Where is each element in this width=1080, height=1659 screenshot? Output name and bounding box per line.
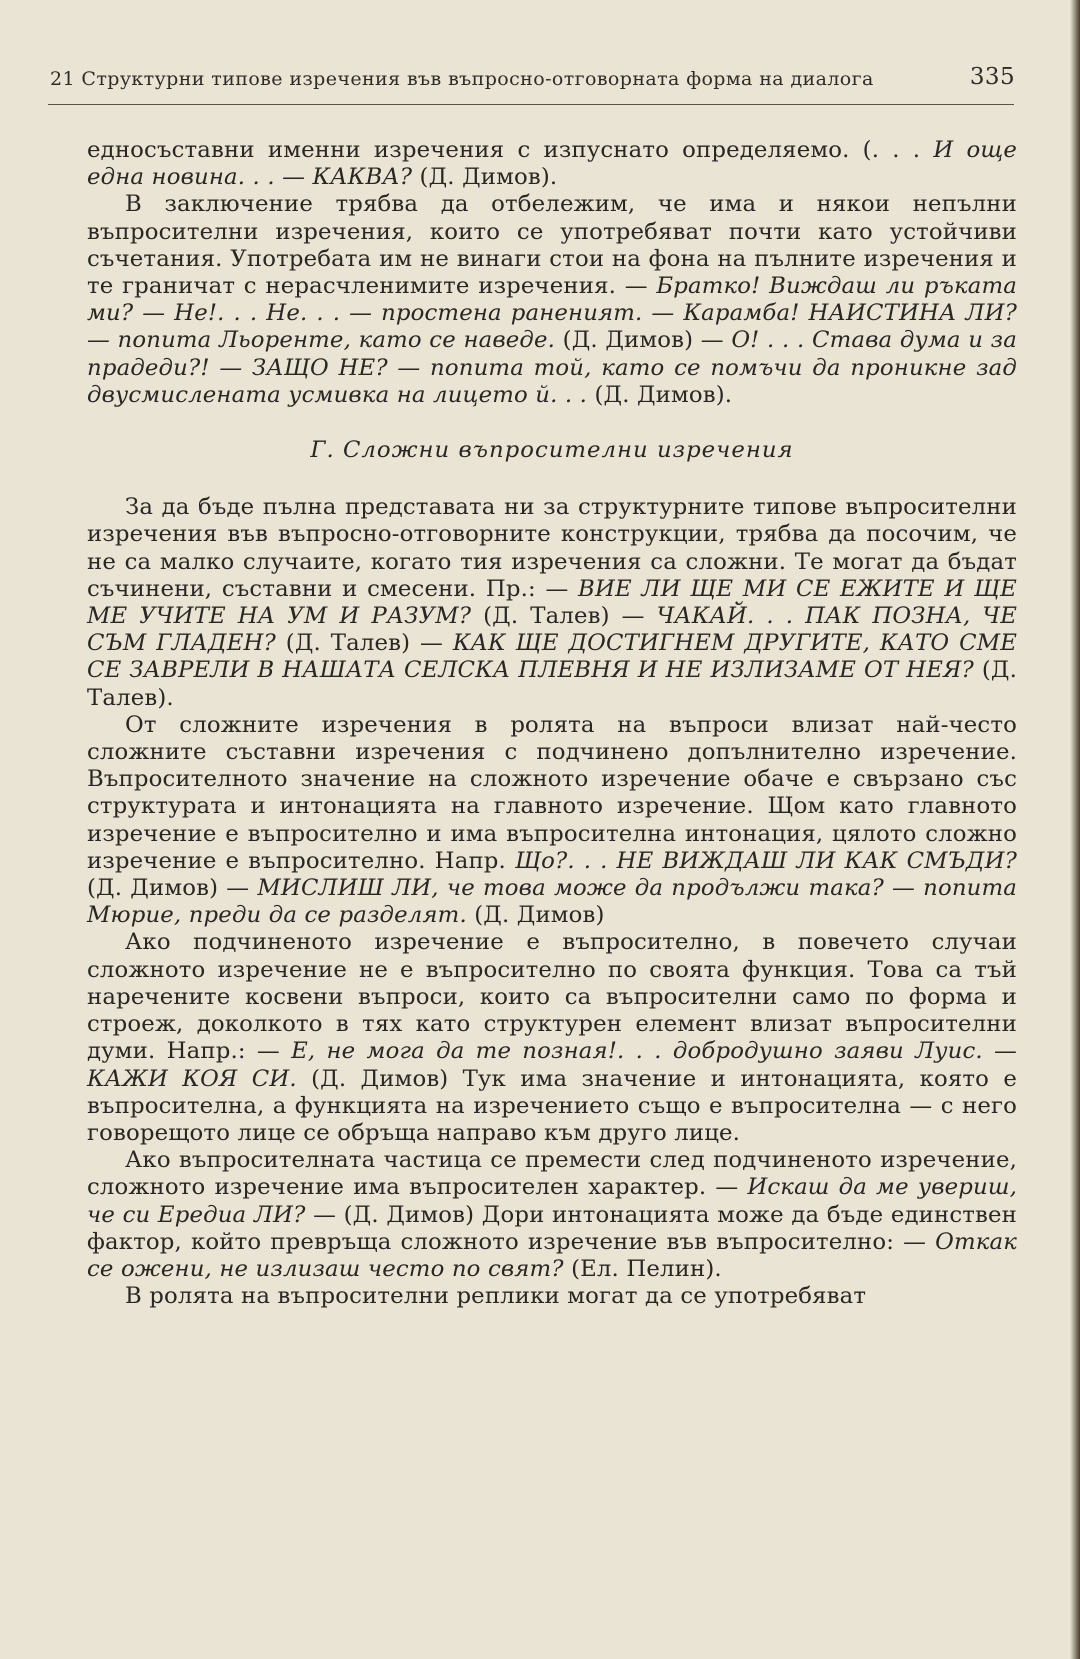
text-run: Ако подчиненото изречение е въпросително, в повечето случаи сложното изречение не е въпросително по своята функция. Това са тъй наречените косвени въпроси, които са въпросителни само по форма и строеж, доколкото в тях като структурен елемент влизат въпросителни думи. Напр.: — — [87, 929, 1017, 1065]
italic-example-text: Откак се ожени, не излизаш често по свят? — [87, 1228, 1017, 1282]
text-run: (Д. Димов) — — [555, 327, 732, 354]
italic-example-text: Що?. . . НЕ ВИЖДАШ ЛИ КАК СМЪДИ? — [514, 847, 1017, 874]
paragraph — [87, 191, 1017, 409]
header-rule — [48, 104, 1014, 105]
text-run: едносъставни именни изречения с изпуснато определяемо. (. . . — [87, 137, 934, 163]
text-run: — (Д. Димов) Дори интонацията може да бъде единствен фактор, който превръща сложното изречение във въпросително: — — [87, 1201, 1017, 1255]
italic-example-text: Искаш да ме увериш, че си Ередиа ЛИ? — [87, 1174, 1017, 1228]
text-run: От сложните изречения в ролята на въпроси влизат най-често сложните съставни изречения с подчинено допълнително изречение. Въпросителното значение на сложното изречение обаче е свързано със структурата и интонацията на главното изречение. Щом като главното изречение е въпросително и има въпросителна интонация, цялото сложно изречение е въпросително. Напр. — [87, 711, 1017, 874]
text-run: (Д. Талев) — — [471, 603, 657, 630]
italic-example-text: Е, не мога да те позная!. . . добродушно заяви Луис. — КАЖИ КОЯ СИ. — [87, 1038, 1017, 1092]
running-title: 21 Структурни типове изречения във въпросно-отговорната форма на диалога — [50, 68, 874, 90]
text-run: (Д. Талев) — — [275, 630, 453, 657]
page-number: 335 — [969, 64, 1015, 90]
italic-example-text: О! . . . Става дума и за прадеди?! — ЗАЩО НЕ? — попита той, като се помъчи да проникне зад двусмислената усмивка на лицето й. . . — [87, 327, 1017, 408]
text-run: Ако въпросителната частица се премести след подчиненото изречение, сложното изречение има въпросителен характер. — — [87, 1147, 1017, 1201]
paragraph — [87, 1147, 1017, 1283]
section-subheading — [87, 437, 1017, 464]
text-run: (Д. Димов) — — [87, 875, 258, 902]
text-run: (Д. Димов) — [466, 902, 605, 929]
italic-example-text: ВИЕ ЛИ ЩЕ МИ СЕ ЕЖИТЕ И ЩЕ МЕ УЧИТЕ НА УМ И РАЗУМ? — [87, 575, 1017, 630]
text-run: В заключение трябва да отбележим, че има и някои непълни въпросителни изречения, които се употребяват почти като устойчиви съчетания. Употребата им не винаги стои на фона на пълните изречения и те граничат с нерасчленимите изречения. — — [87, 191, 1017, 300]
italic-example-text: И още една новина. . . — КАКВА? — [87, 137, 1017, 191]
text-run: (Д. Талев). — [87, 657, 1017, 711]
paragraph — [87, 712, 1017, 930]
paragraph — [87, 494, 1017, 712]
italic-example-text: МИСЛИШ ЛИ, че това може да продължи така? — попита Мюрие, преди да се разделят. — [87, 875, 1018, 929]
text-run: (Д. Димов) Тук има значение и интонацията, която е въпросителна, а функцията на изречението също е въпросителна — с него говорещото лице се обръща направо към друго лице. — [87, 1065, 1017, 1146]
italic-example-text: ЧАКАЙ. . . ПАК ПОЗНА, ЧЕ СЪМ ГЛАДЕН? — [87, 603, 1017, 657]
paragraph — [87, 929, 1017, 1147]
text-run: Г. Сложни въпросителни изречения — [310, 437, 794, 464]
running-header — [50, 64, 1015, 90]
text-run: В ролята на въпросителни реплики могат да се употребяват — [125, 1283, 867, 1310]
paragraph — [87, 1283, 1017, 1310]
text-run: (Ел. Пелин). — [563, 1255, 722, 1282]
page-body — [87, 137, 1017, 1310]
italic-example-text: Братко! Виждаш ли ръката ми? — Не!. . . Не. . . — простена раненият. — Карамба! НАИСТИНА ЛИ? — попита Льоренте, като се наведе. — [87, 273, 1017, 354]
text-run: (Д. Димов). — [587, 381, 733, 408]
italic-example-text: КАК ЩЕ ДОСТИГНЕМ ДРУГИТЕ, КАТО СМЕ СЕ ЗАВРЕЛИ В НАШАТА СЕЛСКА ПЛЕВНЯ И НЕ ИЗЛИЗАМЕ ОТ НЕЯ? — [87, 630, 1017, 684]
paragraph — [87, 137, 1017, 191]
text-run: (Д. Димов). — [412, 164, 558, 191]
text-run: За да бъде пълна представата ни за структурните типове въпросителни изречения във въпросно-отговорните конструкции, трябва да посочим, че не са малко случаите, когато тия изречения са сложни. Те могат да бъдат съчинени, съставни и смесени. Пр.: — — [87, 494, 1017, 602]
